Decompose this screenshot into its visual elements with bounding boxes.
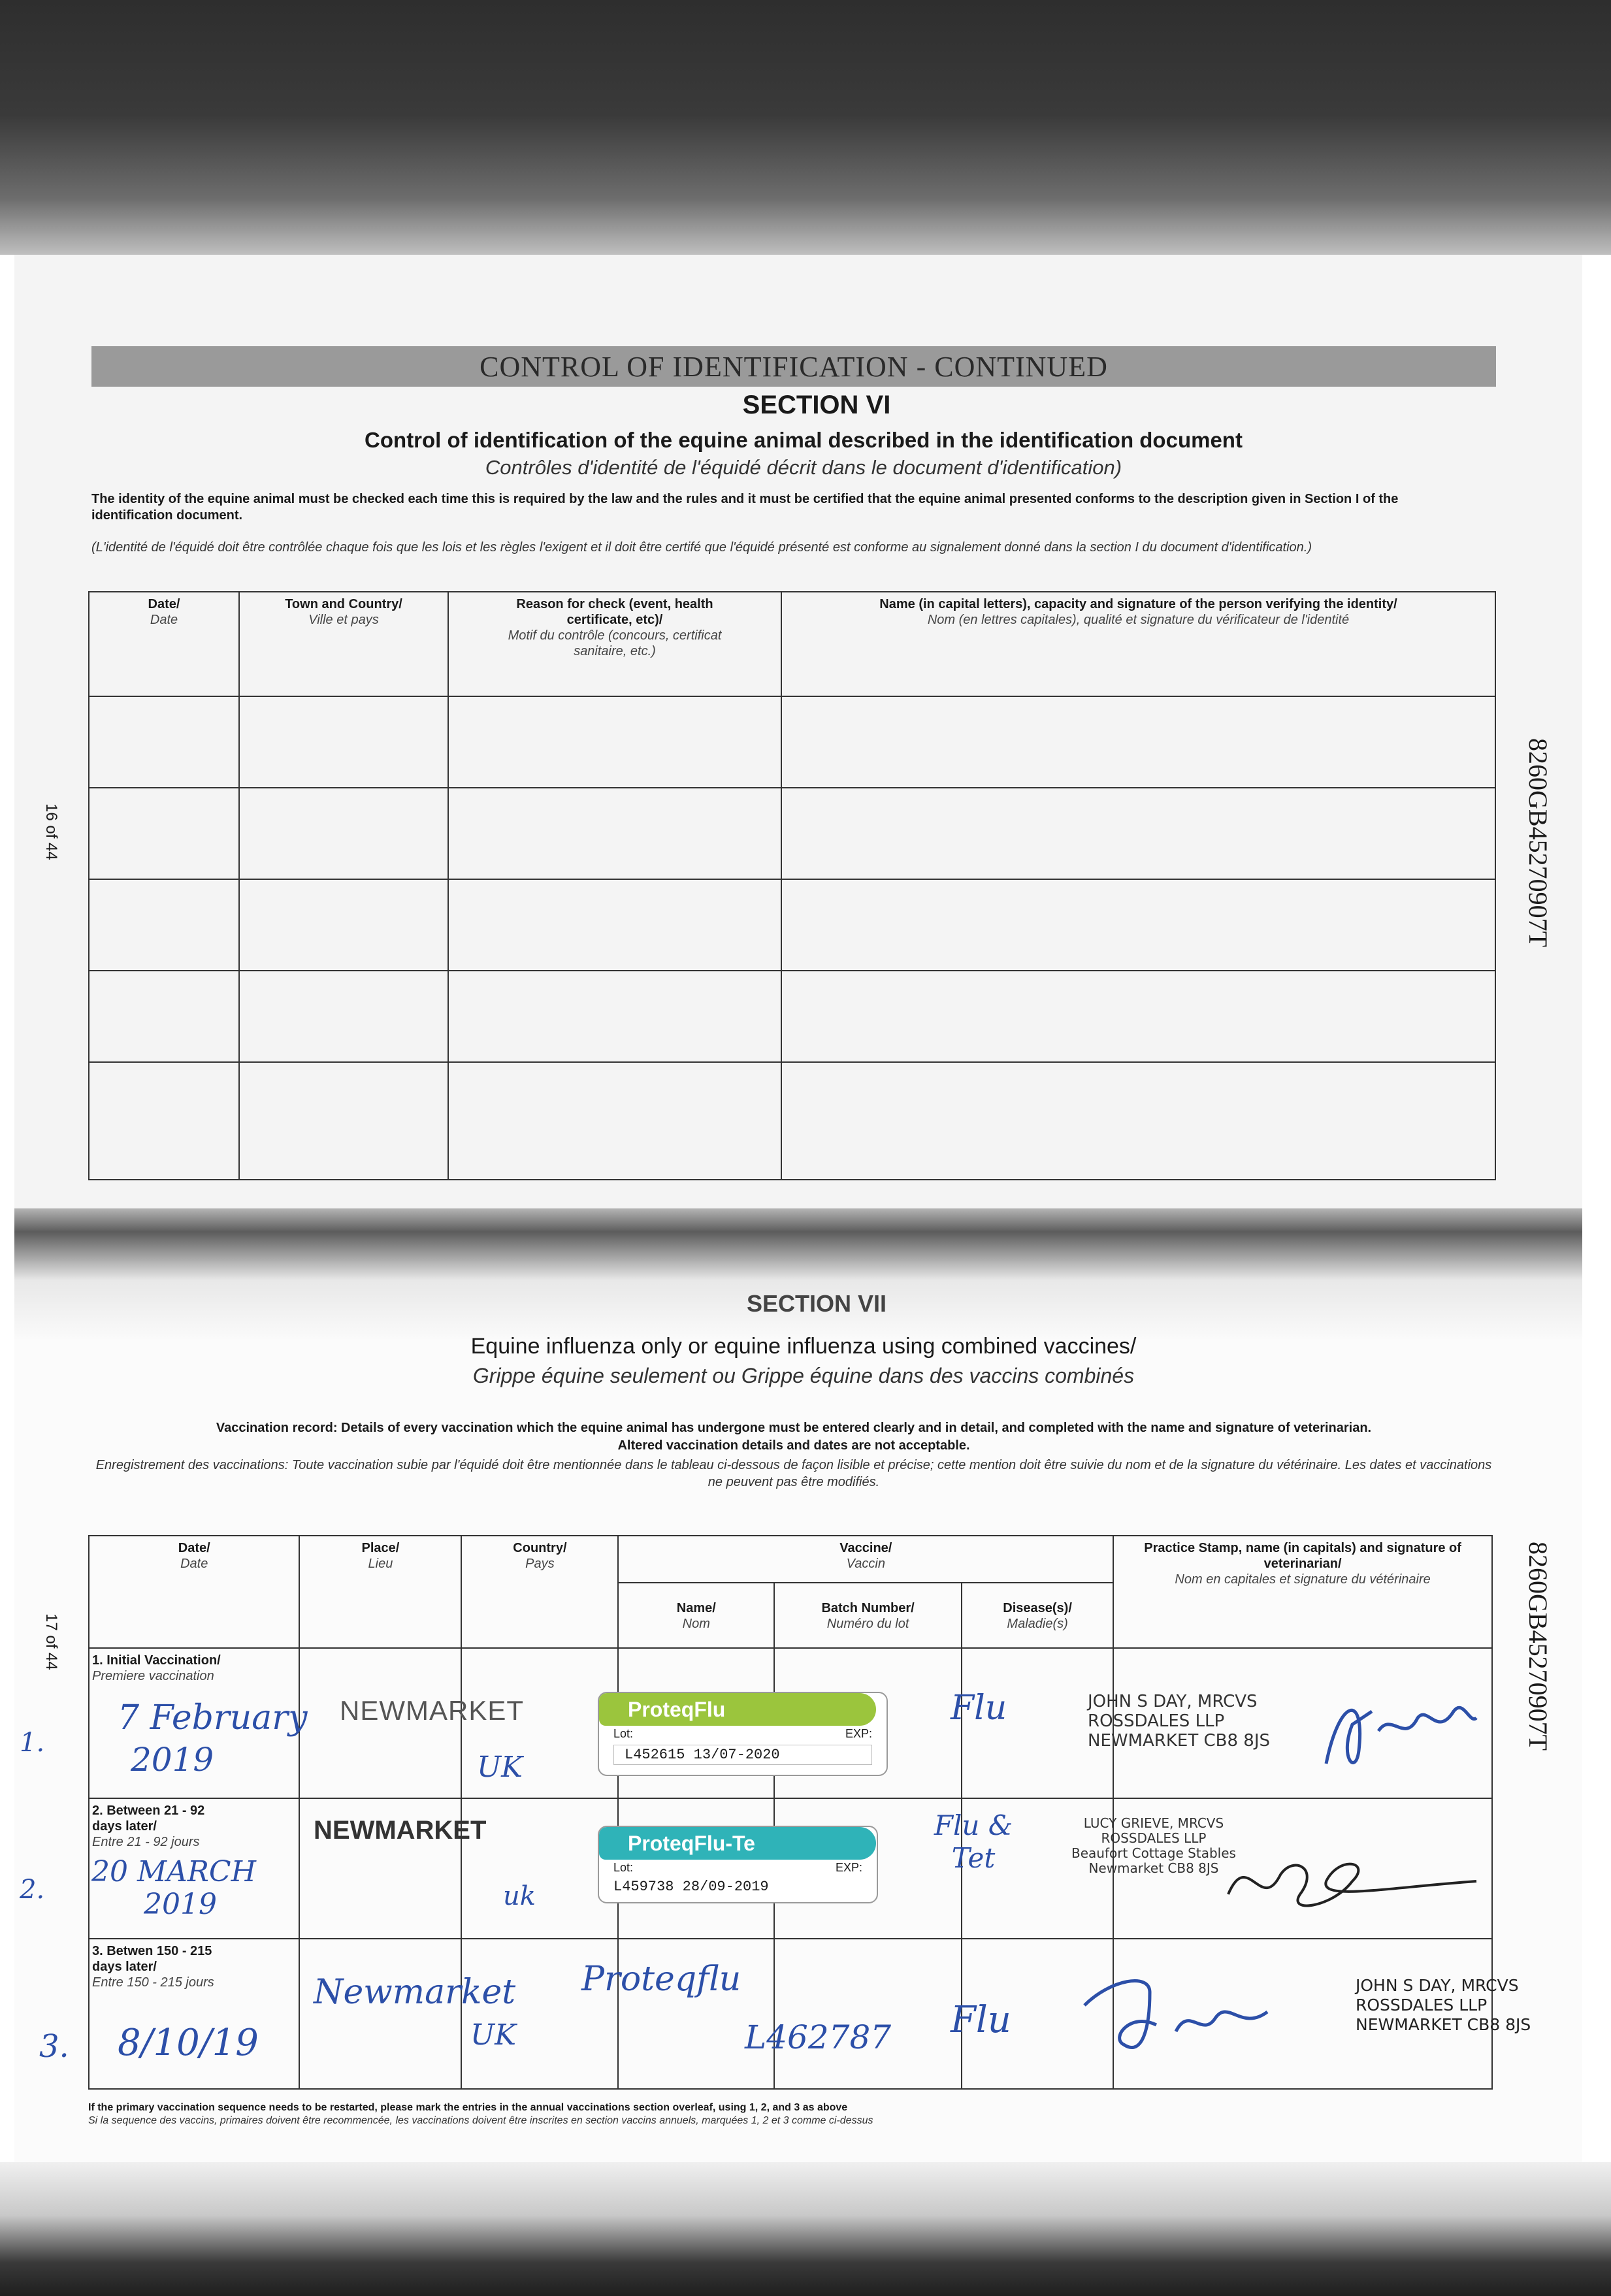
section-vi-title-fr: Contrôles d'identité de l'équidé décrit dans le document d'identification) — [485, 456, 1122, 479]
document-id-2: 8260GB45270907T — [1523, 1542, 1553, 1751]
row1-date: 7 February — [118, 1698, 308, 1738]
col-country: Country/ Pays — [461, 1536, 618, 1648]
row1-place-stamp: NEWMARKET — [340, 1695, 524, 1726]
proteqflu-logo: ProteqFlu — [599, 1693, 876, 1726]
row3-signature — [1071, 1960, 1346, 2064]
row1-vaccine-sticker: ProteqFlu Lot: EXP: L452615 13/07-2020 — [598, 1692, 888, 1776]
col-vacc-date: Date/ Date — [89, 1536, 299, 1648]
row1-year: 2019 — [131, 1741, 214, 1779]
row2-country: uk — [503, 1881, 536, 1911]
page-number-17: 17 of 44 — [42, 1613, 60, 1670]
row3-date: 8/10/19 — [118, 2022, 259, 2064]
row3-place: Newmarket — [314, 1973, 516, 2012]
scan-shadow-bottom — [0, 2162, 1611, 2296]
margin-number-3: 3. — [39, 2028, 69, 2065]
section-vii-heading: SECTION VII — [746, 1290, 887, 1317]
row2-date: 20 MARCH — [91, 1855, 256, 1888]
table-row — [89, 879, 1495, 971]
section-vii-title-fr: Grippe équine seulement ou Grippe équine dans des vaccins combinés — [472, 1364, 1135, 1387]
row1-country: UK — [477, 1751, 523, 1784]
col-disease: Disease(s)/ Maladie(s) — [962, 1583, 1113, 1648]
row3-vet-stamp: JOHN S DAY, MRCVS ROSSDALES LLP NEWMARKET CB8 8JS — [1356, 1976, 1531, 2034]
col-practice-stamp: Practice Stamp, name (in capitals) and signature of veterinarian/ Nom en capitales et signature du vétérinaire — [1113, 1536, 1492, 1648]
section-vi-heading: SECTION VI — [742, 391, 891, 419]
col-date: Date/ Date — [89, 592, 239, 696]
table-row — [89, 788, 1495, 879]
row3-country: UK — [470, 2018, 516, 2052]
col-reason: Reason for check (event, health certificate, etc)/ Motif du contrôle (concours, certificat sanitaire, etc.) — [448, 592, 781, 696]
vaccination-row-1: 1. Initial Vaccination/ Premiere vaccination — [89, 1648, 1492, 1798]
col-batch: Batch Number/ Numéro du lot — [774, 1583, 962, 1648]
col-vaccine-name: Name/ Nom — [618, 1583, 774, 1648]
col-verifier: Name (in capital letters), capacity and signature of the person verifying the identity/ Nom (en lettres capitales), qualité et signature du vérificateur de l'identité — [781, 592, 1495, 696]
identification-check-table — [88, 591, 1496, 1180]
margin-number-2: 2. — [20, 1875, 45, 1905]
row3-batch: L462787 — [745, 2018, 892, 2056]
row2-disease: Flu & Tet — [934, 1809, 1013, 1874]
row2-vaccine-sticker: ProteqFlu-Te Lot: EXP: L459738 28/09-2019 — [598, 1826, 878, 1903]
section-vi-instructions: The identity of the equine animal must be checked each time this is required by the law and the rules and it must be certified that the equine animal presented conforms to the description given in Section I of the identification document. — [91, 492, 1399, 523]
section-vi-instructions-fr: (L'identité de l'équidé doit être contrôlée chaque fois que les lois et les règles l'exigent et il doit être certifé que l'équidé présenté est conforme au signalement donné dans la section I du document d'identification.) — [91, 540, 1312, 555]
col-place: Place/ Lieu — [299, 1536, 461, 1648]
row1-signature — [1313, 1685, 1489, 1783]
row1-disease: Flu — [951, 1689, 1007, 1728]
row3-disease: Flu — [951, 1999, 1011, 2041]
section-vii-title: Equine influenza only or equine influenza using combined vaccines/ — [470, 1334, 1137, 1359]
table-row — [89, 1062, 1495, 1180]
scan-fold — [14, 1208, 1582, 1339]
row2-place-stamp: NEWMARKET — [314, 1816, 487, 1845]
table-row — [89, 971, 1495, 1062]
row2-lot-code: L459738 28/09-2019 — [613, 1879, 769, 1895]
table-row — [89, 696, 1495, 788]
document-id: 8260GB45270907T — [1523, 738, 1553, 947]
vaccination-row-2: 2. Between 21 - 92 days later/ Entre 21 - 92 jours — [89, 1798, 1492, 1939]
vaccination-record-note-fr: Enregistrement des vaccinations: Toute vaccination subie par l'équidé doit être mentionnée dans le tableau ci-dessous de façon lisible et précise; cette mention doit être suivie du nom et de la signature du vétérinaire. Les dates et vaccinations ne peuvent pas être modifiés. — [95, 1458, 1492, 1489]
section-banner: CONTROL OF IDENTIFICATION - CONTINUED — [91, 346, 1496, 387]
col-vaccine: Vaccine/ Vaccin — [618, 1536, 1113, 1583]
row2-signature — [1222, 1842, 1483, 1920]
section-vi-title: Control of identification of the equine animal described in the identification document — [365, 428, 1243, 452]
scan-shadow-top — [0, 0, 1611, 255]
margin-number-1: 1. — [20, 1728, 45, 1758]
vaccination-record-note-2: Altered vaccination details and dates are not acceptable. — [617, 1438, 970, 1453]
proteqflu-te-logo: ProteqFlu-Te — [599, 1827, 876, 1860]
vaccination-record-note: Vaccination record: Details of every vaccination which the equine animal has undergone must be entered clearly and in detail, and completed with the name and signature of veterinarian. — [216, 1421, 1372, 1435]
row1-vet-stamp: JOHN S DAY, MRCVS ROSSDALES LLP NEWMARKET CB8 8JS — [1088, 1692, 1271, 1751]
footnote: If the primary vaccination sequence needs to be restarted, please mark the entries in the annual vaccinations section overleaf, using 1, 2, and 3 as above — [88, 2102, 848, 2113]
vaccination-row-3: 3. Betwen 150 - 215 days later/ Entre 150 - 215 jours — [89, 1939, 1492, 2089]
page-number-16: 16 of 44 — [42, 803, 60, 860]
row2-vet-stamp: LUCY GRIEVE, MRCVS ROSSDALES LLP Beaufort Cottage Stables Newmarket CB8 8JS — [1071, 1815, 1236, 1876]
col-town-country: Town and Country/ Ville et pays — [239, 592, 448, 696]
row1-lot-code: L452615 13/07-2020 — [613, 1745, 872, 1765]
footnote-fr: Si la sequence des vaccins, primaires doivent être recommencée, les vaccinations doivent être inscrites en section vaccins annuels, marquées 1, 2 et 3 comme ci-dessus — [88, 2115, 873, 2126]
row2-year: 2019 — [144, 1888, 217, 1921]
row3-vaccine-name: Proteqflu — [581, 1960, 741, 1999]
